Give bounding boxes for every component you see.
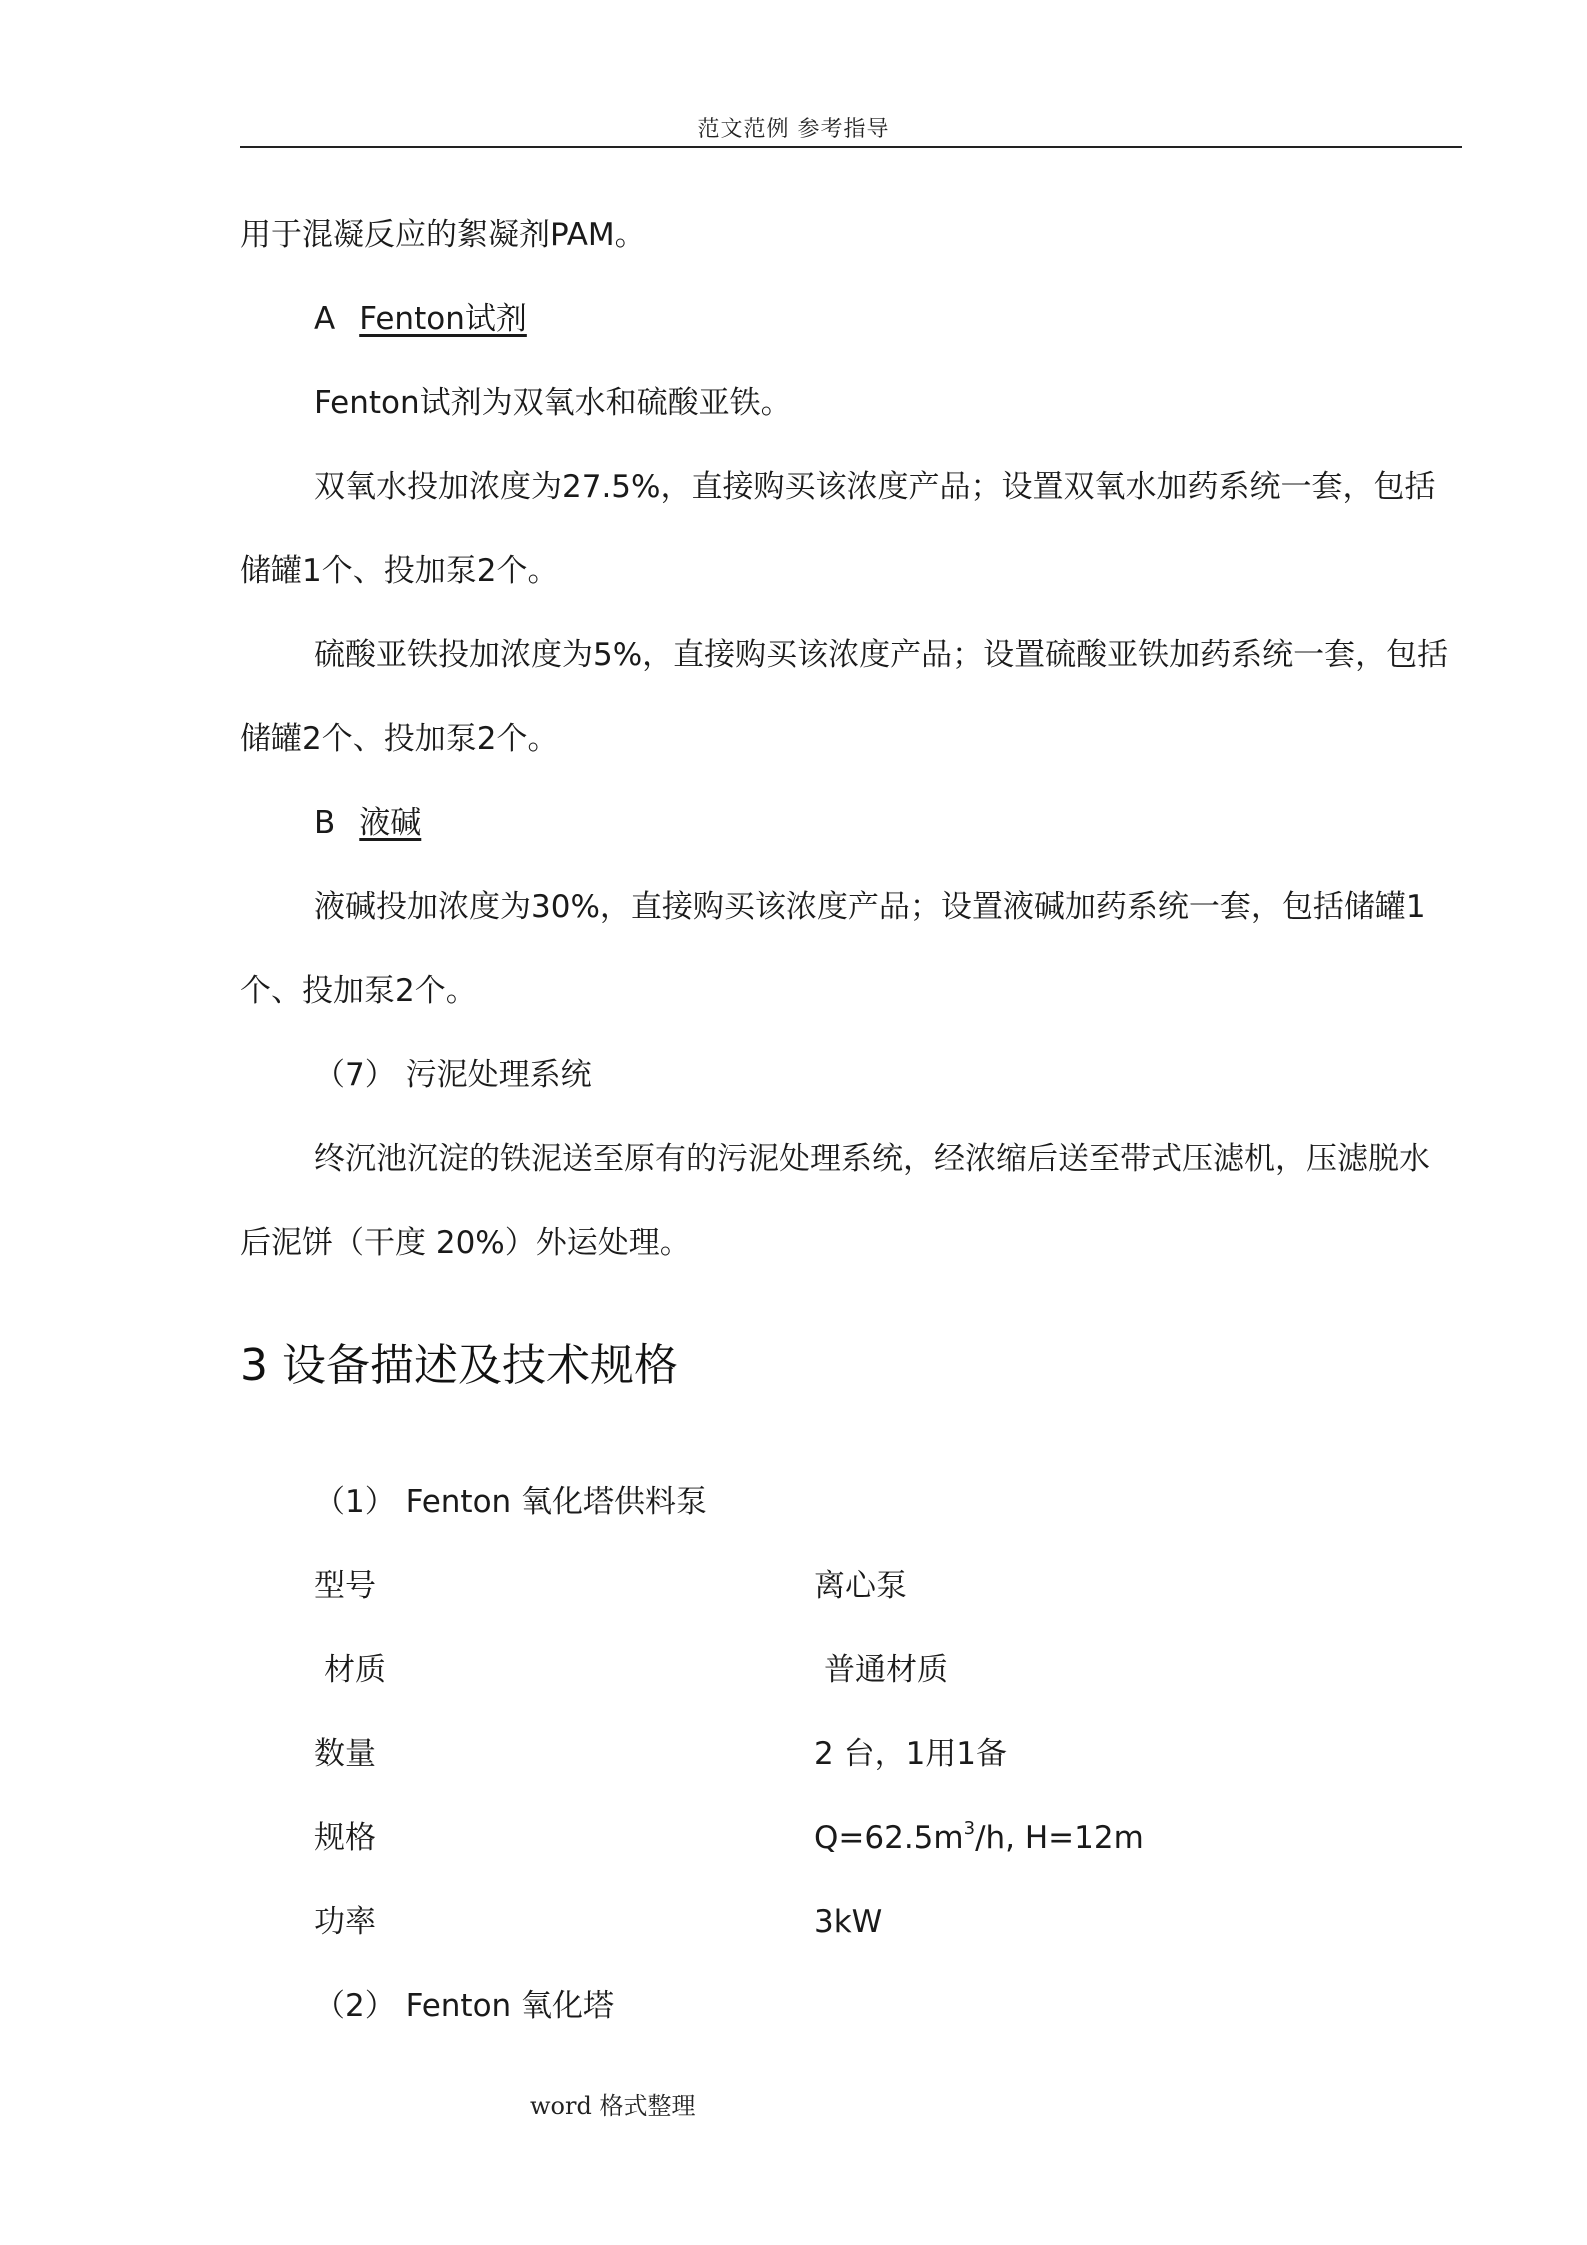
item-2-title: （2） Fenton 氧化塔 [314,1988,615,2024]
spec-label-specification: 规格 [314,1820,376,1856]
section-a-title: Fenton试剂 [359,301,527,337]
spec-value-material: 普通材质 [824,1652,948,1688]
section-a-heading [314,299,527,339]
paragraph-feso4-line2: 储罐2个、投加泵2个。 [240,721,559,757]
item-1-title: （1） Fenton 氧化塔供料泵 [314,1484,708,1520]
paragraph-sludge-line2: 后泥饼（干度 20%）外运处理。 [240,1225,691,1261]
spec-value-specification-suffix: /h, H=12m [975,1820,1144,1856]
paragraph-feso4-line1: 硫酸亚铁投加浓度为5%，直接购买该浓度产品；设置硫酸亚铁加药系统一套，包括 [314,637,1449,673]
paragraph-h2o2-line1: 双氧水投加浓度为27.5%，直接购买该浓度产品；设置双氧水加药系统一套，包括 [314,469,1436,505]
spec-label-material: 材质 [324,1652,386,1688]
spec-value-quantity: 2 台，1用1备 [814,1736,1008,1772]
spec-label-quantity: 数量 [314,1736,376,1772]
paragraph-naoh-line1: 液碱投加浓度为30%，直接购买该浓度产品；设置液碱加药系统一套，包括储罐1 [314,889,1426,925]
section-3-heading: 3 设备描述及技术规格 [240,1340,678,1391]
spec-value-specification [814,1818,1144,1858]
page-footer: word 格式整理 [530,2092,696,2120]
spec-value-model: 离心泵 [814,1568,907,1604]
section-b-letter: B [314,805,336,841]
subsection-7-title: （7） 污泥处理系统 [314,1057,592,1093]
paragraph-h2o2-line2: 储罐1个、投加泵2个。 [240,553,559,589]
page-header-title: 范文范例 参考指导 [697,117,890,142]
spec-label-model: 型号 [314,1568,376,1604]
spec-value-specification-sup: 3 [963,1818,976,1839]
paragraph-fenton-intro: Fenton试剂为双氧水和硫酸亚铁。 [314,385,792,421]
header-divider [240,146,1462,148]
spec-value-specification-prefix: Q=62.5m [814,1820,964,1856]
paragraph-pam: 用于混凝反应的絮凝剂PAM。 [240,217,646,253]
spec-label-power: 功率 [314,1904,376,1940]
paragraph-naoh-line2: 个、投加泵2个。 [240,973,477,1009]
section-b-title: 液碱 [359,805,422,841]
spec-value-power: 3kW [814,1904,883,1940]
section-a-letter: A [314,301,336,337]
paragraph-sludge-line1: 终沉池沉淀的铁泥送至原有的污泥处理系统，经浓缩后送至带式压滤机，压滤脱水 [314,1141,1430,1177]
section-b-heading [314,803,421,843]
